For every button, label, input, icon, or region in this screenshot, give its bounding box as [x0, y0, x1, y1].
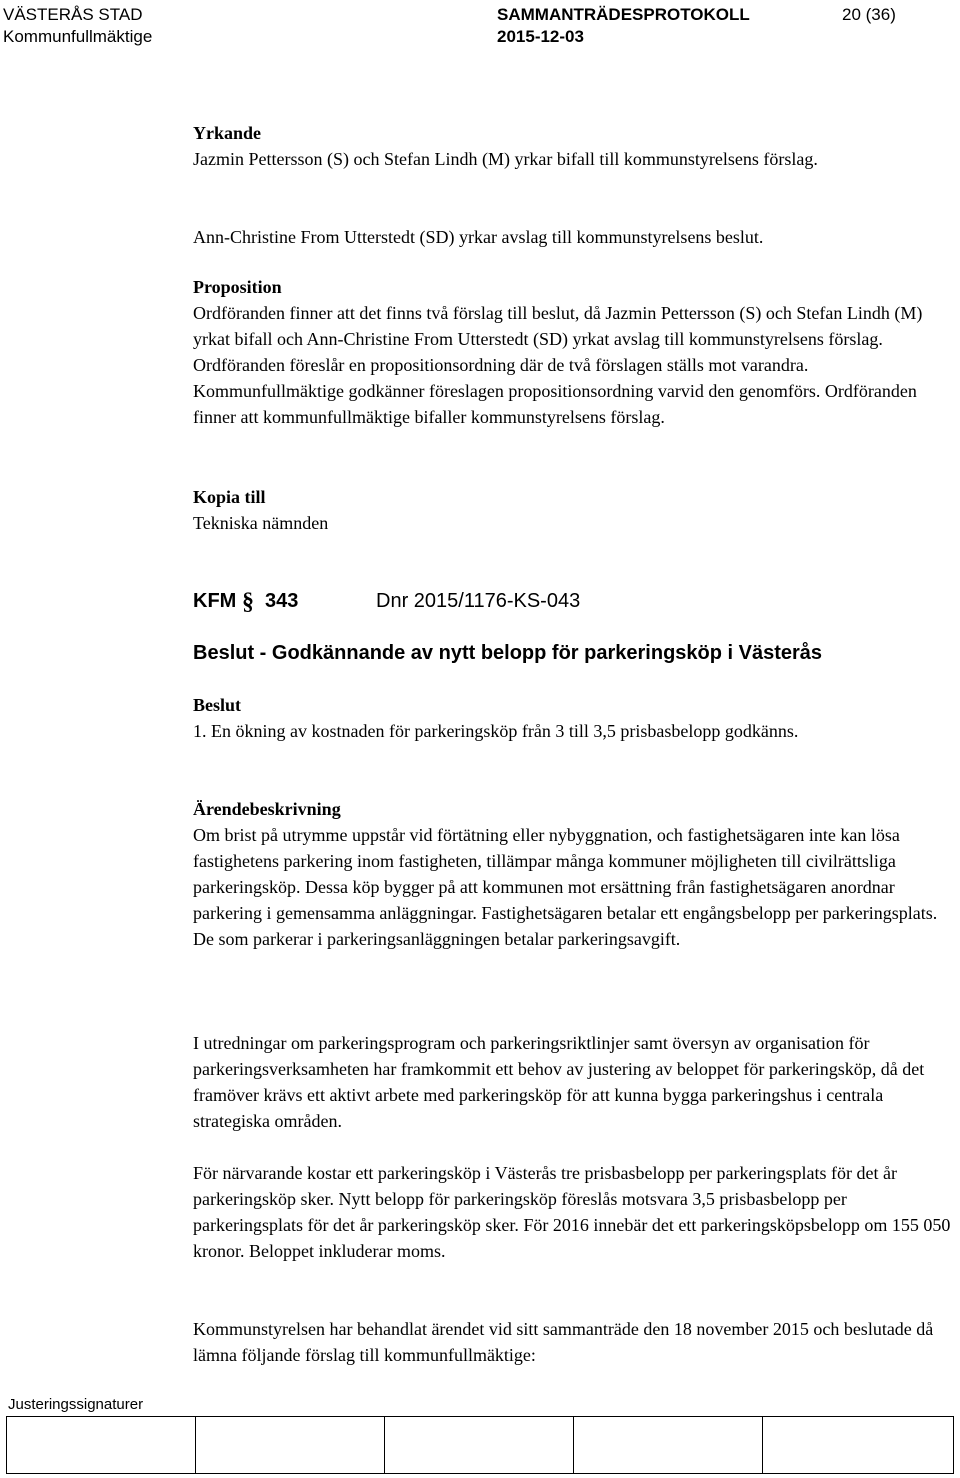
arende-heading: Ärendebeskrivning [193, 799, 341, 819]
arende-paragraph-4-wrap [193, 1316, 953, 1368]
section-proposition [193, 274, 953, 430]
arende-paragraph-4: Kommunstyrelsen har behandlat ärendet vid sitt sammanträde den 18 november 2015 och beslutade då lämna följande förslag till kommunfullmäktige: [193, 1319, 934, 1365]
header-body: Kommunfullmäktige [3, 27, 153, 46]
header-doc-type: SAMMANTRÄDESPROTOKOLL [497, 5, 750, 24]
kopia-heading: Kopia till [193, 487, 266, 507]
signature-cell [6, 1416, 196, 1474]
kopia-recipient: Tekniska nämnden [193, 513, 329, 533]
signature-box [6, 1416, 954, 1474]
yrkande-heading: Yrkande [193, 123, 262, 143]
case-title: Beslut - Godkännande av nytt belopp för parkeringsköp i Västerås [193, 642, 823, 664]
proposition-heading: Proposition [193, 277, 282, 297]
arende-paragraph-1: Om brist på utrymme uppstår vid förtätning eller nybyggnation, och fastighetsägaren inte kan lösa fastighetens parkering inom fastigheten, tillämpar många kommuner möjligheten till civilrättsliga parkeringsköp. Dessa köp bygger på att kommunen mot ersättning från fastighetsägaren anordnar parkering i gemensamma anläggningar. Fastighetsägaren betalar ett engångsbelopp per parkeringsplats. De som parkerar i parkeringsanläggningen betalar parkeringsavgift. [193, 825, 938, 949]
arende-paragraph-3-wrap [193, 1160, 953, 1264]
signature-cell [195, 1416, 385, 1474]
kfm-label: KFM [193, 590, 237, 612]
section-arendebeskrivning [193, 796, 953, 952]
beslut-item-1: 1. En ökning av kostnaden för parkeringsköp från 3 till 3,5 prisbasbelopp godkänns. [193, 721, 799, 741]
yrkande-paragraph-2-wrap [193, 224, 953, 250]
signature-cell [762, 1416, 954, 1474]
section-kopia [193, 484, 953, 536]
svg-text:§: § [242, 589, 254, 615]
beslut-heading: Beslut [193, 695, 242, 715]
arende-paragraph-3: För närvarande kostar ett parkeringsköp i Västerås tre prisbasbelopp per parkeringsplats för det år parkeringsköp sker. Nytt belopp för parkeringsköp föreslås motsvara 3,5 prisbasbelopp per parkeringsplats för det år parkeringsköp sker. För 2016 innebär det ett parkeringsköpsbelopp om 155 050 kronor. Beloppet inkluderar moms. [193, 1163, 951, 1261]
section-mark-icon [240, 587, 260, 623]
section-yrkande [193, 120, 953, 172]
header-date: 2015-12-03 [497, 27, 584, 46]
signature-label: Justeringssignaturer [8, 1396, 144, 1413]
signature-cell [573, 1416, 763, 1474]
yrkande-paragraph-2: Ann-Christine From Utterstedt (SD) yrkar avslag till kommunstyrelsens beslut. [193, 227, 764, 247]
kfm-number: 343 [265, 590, 299, 612]
arende-paragraph-2-wrap [193, 1030, 953, 1134]
proposition-text: Ordföranden finner att det finns två förslag till beslut, då Jazmin Pettersson (S) och Stefan Lindh (M) yrkat bifall och Ann-Christine From Utterstedt (SD) yrkat avslag till kommunstyrelsens förslag. Ordföranden föreslår en propositionsordning där de två förslagen ställs mot varandra. Kommunfullmäktige godkänner föreslagen propositionsordning varvid den genomförs. Ordföranden finner att kommunfullmäktige bifaller kommunstyrelsens förslag. [193, 303, 923, 427]
arende-paragraph-2: I utredningar om parkeringsprogram och parkeringsriktlinjer samt översyn av organisation för parkeringsverksamheten har framkommit ett behov av justering av beloppet för parkeringsköp, då det framöver krävs ett aktivt arbete med parkeringsköp för att kunna bygga parkeringshus i centrala strategiska områden. [193, 1033, 925, 1131]
section-beslut [193, 692, 953, 744]
header-org: VÄSTERÅS STAD [3, 5, 143, 24]
yrkande-paragraph-1: Jazmin Pettersson (S) och Stefan Lindh (M) yrkar bifall till kommunstyrelsens förslag. [193, 149, 818, 169]
header-page-number: 20 (36) [842, 5, 896, 24]
kfm-dnr: Dnr 2015/1176-KS-043 [376, 590, 581, 612]
signature-cell [384, 1416, 574, 1474]
